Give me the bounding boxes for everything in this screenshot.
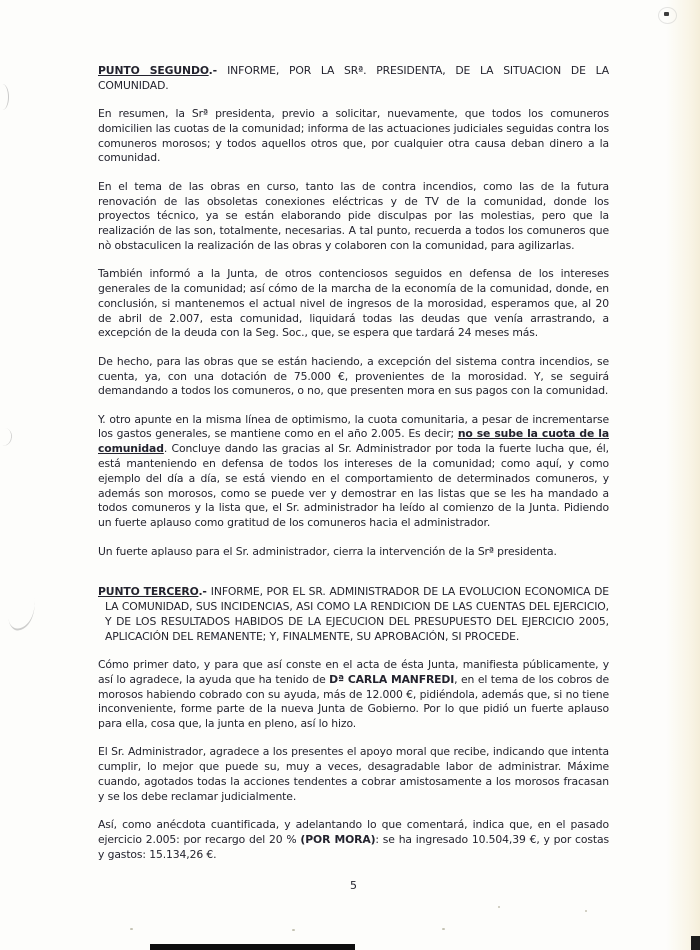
paragraph-text: Así, como anécdota cuantificada, y adelantando lo que comentará, indica que, en el pasado ejercicio 2.005: por recargo del 20 %: [98, 818, 609, 846]
body-paragraph: [98, 545, 609, 560]
paragraph-text: De hecho, para las obras que se están haciendo, a excepción del sistema contra incendios, se cuenta, ya, con una dotación de 75.000 €, provenientes de la morosidad. Y, se seguirá demandando a todos los comuneros, o no, que presenten mora en sus pagos con la comunidad.: [98, 354, 609, 398]
scan-speck: [442, 928, 445, 930]
heading-paragraph: [98, 64, 609, 94]
scan-speck: [585, 910, 587, 912]
page-number: 5: [350, 879, 357, 892]
body-paragraph: [98, 745, 609, 804]
scan-speck: [130, 928, 133, 930]
paragraph-text: También informó a la Junta, de otros contenciosos seguidos en defensa de los intereses generales de la comunidad; así cómo de la marcha de la economía de la comunidad, donde, en conclusión, si mantenemos el actual nivel de ingresos de la morosidad, esperamos que, al 20 de abril de 2.007, esta comunidad, liquidará todas las deudas que venía arrastrando, a excepción de la deuda con la Seg. Soc., que, se espera que tardará 24 meses más.: [98, 267, 609, 340]
body-paragraph: [98, 355, 609, 399]
paragraph-text: En resumen, la Srª presidenta, previo a solicitar, nuevamente, que todos los comuneros domicilien las cuotas de la comunidad; informa de las actuaciones judiciales seguidas contra los comuneros morosos; y todos aquellos otros que, por cualquier otra causa deban dinero a la comunidad.: [98, 107, 609, 165]
document-body: [98, 64, 609, 876]
paragraph-text: . Concluye dando las gracias al Sr. Administrador por toda la fuerte lucha que, él, está manteniendo en defensa de todos los intereses de la comunidad; como aquí, y como ejemplo del día a día, se está viendo en el comportamiento de determinados comuneros, y además son morosos, como se puede ver y demostrar en las listas que se les ha mandado a todos comuneros y la lista que, el Sr. administrador ha leído al comienzo de la Junta. Pidiendo un fuerte aplauso como gratitud de los comuneros hacia el administrador.: [98, 442, 609, 530]
paragraph-text: INFORME, POR EL SR. ADMINISTRADOR DE LA EVOLUCION ECONOMICA DE LA COMUNIDAD, SUS INCIDENCIAS, ASI COMO LA RENDICION DE LAS CUENTAS DEL EJERCICIO, Y DE LOS RESULTADOS HABIDOS DE LA EJECUCION DEL PRESUPUESTO DEL EJERCICIO 2005, APLICACIÓN DEL REMANENTE; Y, FINALMENTE, SU APROBACIÓN, SI PROCEDE.: [105, 585, 609, 643]
body-paragraph: [98, 267, 609, 341]
paragraph-text: Un fuerte aplauso para el Sr. administrador, cierra la intervención de la Srª presidenta.: [98, 544, 557, 558]
scan-corner-mark-bottom-right: [691, 936, 700, 950]
scan-pen-swoosh-left: [6, 597, 37, 632]
body-paragraph: [98, 413, 609, 531]
paragraph-text: INFORME, POR LA SRª. PRESIDENTA, DE LA SITUACION DE LA COMUNIDAD.: [98, 64, 609, 92]
underlined-emphasis-text: no se sube la cuota de la comunidad: [98, 427, 609, 456]
body-paragraph: [98, 180, 609, 254]
scan-speck: [292, 929, 295, 931]
body-paragraph: [98, 658, 609, 732]
scan-pen-mark-top-left: [0, 84, 9, 110]
scan-pen-mark-mid-left: [0, 427, 14, 448]
bold-emphasis-text: Dª CARLA MANFREDI: [329, 672, 455, 686]
underlined-emphasis-text: PUNTO TERCERO: [98, 585, 199, 599]
scan-ink-dot: [664, 12, 669, 16]
paragraph-text: El Sr. Administrador, agradece a los presentes el apoyo moral que recibe, indicando que intenta cumplir, lo mejor que puede su, muy a veces, desagradable labor de administrar. Máxime cuando, agotados todas la acciones tendentes a cobrar amistosamente a los morosos fracasan y se los debe reclamar judicialmente.: [98, 745, 609, 803]
bold-emphasis-text: .-: [198, 585, 211, 599]
paragraph-text: Cómo primer dato, y para que así conste en el acta de ésta Junta, manifiesta públicamente, y así lo agradece, la ayuda que ha tenido de: [98, 658, 609, 686]
underlined-emphasis-text: PUNTO SEGUNDO: [98, 64, 209, 77]
scan-edge-shading: [666, 0, 700, 950]
scan-black-bar-bottom: [150, 944, 355, 950]
bold-emphasis-text: .-: [208, 64, 228, 77]
body-paragraph: [98, 818, 609, 862]
paragraph-text: : se ha ingresado 10.504,39 €, y por costas y gastos: 15.134,26 €.: [98, 832, 609, 861]
paragraph-text: Y. otro apunte en la misma línea de optimismo, la cuota comunitaria, a pesar de incrementarse los gastos generales, se mantiene como en el año 2.005. Es decir;: [98, 412, 609, 441]
paragraph-text: , en el tema de los cobros de morosos habiendo cobrado con su ayuda, más de 12.000 €, pidiéndola, además que, si no tiene inconveniente, forme parte de la nueva Junta de Gobierno. Por lo que pidió un fuerte aplauso para ella, cosa que, la junta en pleno, así lo hizo.: [98, 672, 609, 731]
bold-emphasis-text: (POR MORA): [300, 832, 376, 846]
scan-speck: [498, 906, 500, 908]
paragraph-text: En el tema de las obras en curso, tanto las de contra incendios, como las de la futura renovación de las obsoletas conexiones eléctricas y de TV de la comunidad, donde los proyectos técnico, ya se están elaborando pide disculpas por las molestias, pero que la realización de las son, totalmente, necesarias. A tal punto, recuerda a todos los comuneros que nò obstaculicen la realización de las obras y colaboren con la comunidad, para agilizarlas.: [98, 179, 609, 252]
heading-paragraph: [98, 585, 609, 644]
body-paragraph: [98, 107, 609, 166]
